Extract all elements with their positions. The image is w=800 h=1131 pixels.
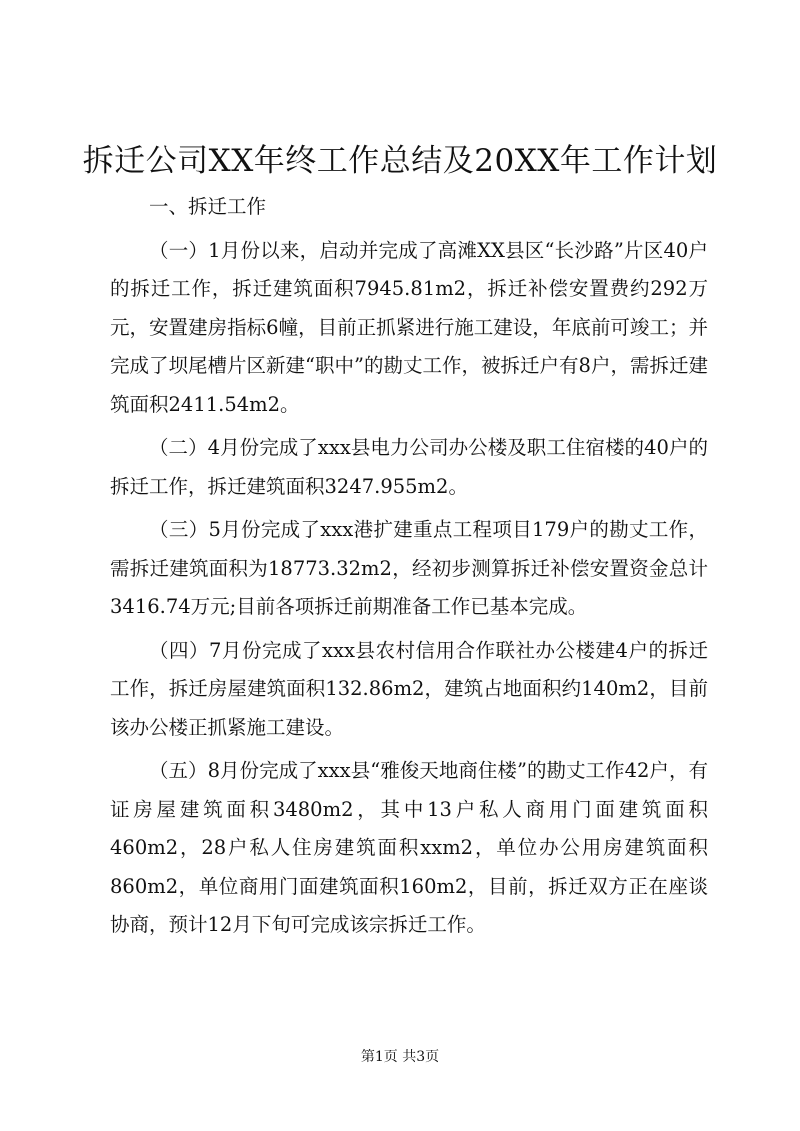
document-title: 拆迁公司XX年终工作总结及20XX年工作计划 <box>82 143 718 179</box>
paragraph-item-4: （四）7月份完成了xxx县农村信用合作联社办公楼建4户的拆迁工作，拆迁房屋建筑面积132.86m2，建筑占地面积约140m2，目前该办公楼正抓紧施工建设。 <box>110 638 708 739</box>
paragraph-item-1: （一）1月份以来，启动并完成了高滩XX县区“长沙路”片区40户的拆迁工作，拆迁建筑面积7945.81m2，拆迁补偿安置费约292万元，安置建房指标6幢，目前正抓紧进行施工建设，年底前可竣工；并完成了坝尾槽片区新建“职中”的勘丈工作，被拆迁户有8户，需拆迁建筑面积2411.54m2。 <box>110 238 708 416</box>
section-heading: 一、拆迁工作 <box>149 195 267 218</box>
page-footer: 第1页 共3页 <box>360 1049 440 1065</box>
paragraph-item-3: （三）5月份完成了xxx港扩建重点工程项目179户的勘丈工作，需拆迁建筑面积为18773.32m2，经初步测算拆迁补偿安置资金总计3416.74万元;目前各项拆迁前期准备工作已基本完成。 <box>110 518 708 618</box>
document-body <box>110 188 708 950</box>
paragraph-item-2: （二）4月份完成了xxx县电力公司办公楼及职工住宿楼的40户的拆迁工作，拆迁建筑面积3247.955m2。 <box>110 436 708 498</box>
paragraph-item-5: （五）8月份完成了xxx县“雅俊天地商住楼”的勘丈工作42户，有证房屋建筑面积3480m2，其中13户私人商用门面建筑面积460m2，28户私人住房建筑面积xxm2，单位办公用房建筑面积860m2，单位商用门面建筑面积160m2，目前，拆迁双方正在座谈协商，预计12月下旬可完成该宗拆迁工作。 <box>110 759 708 936</box>
